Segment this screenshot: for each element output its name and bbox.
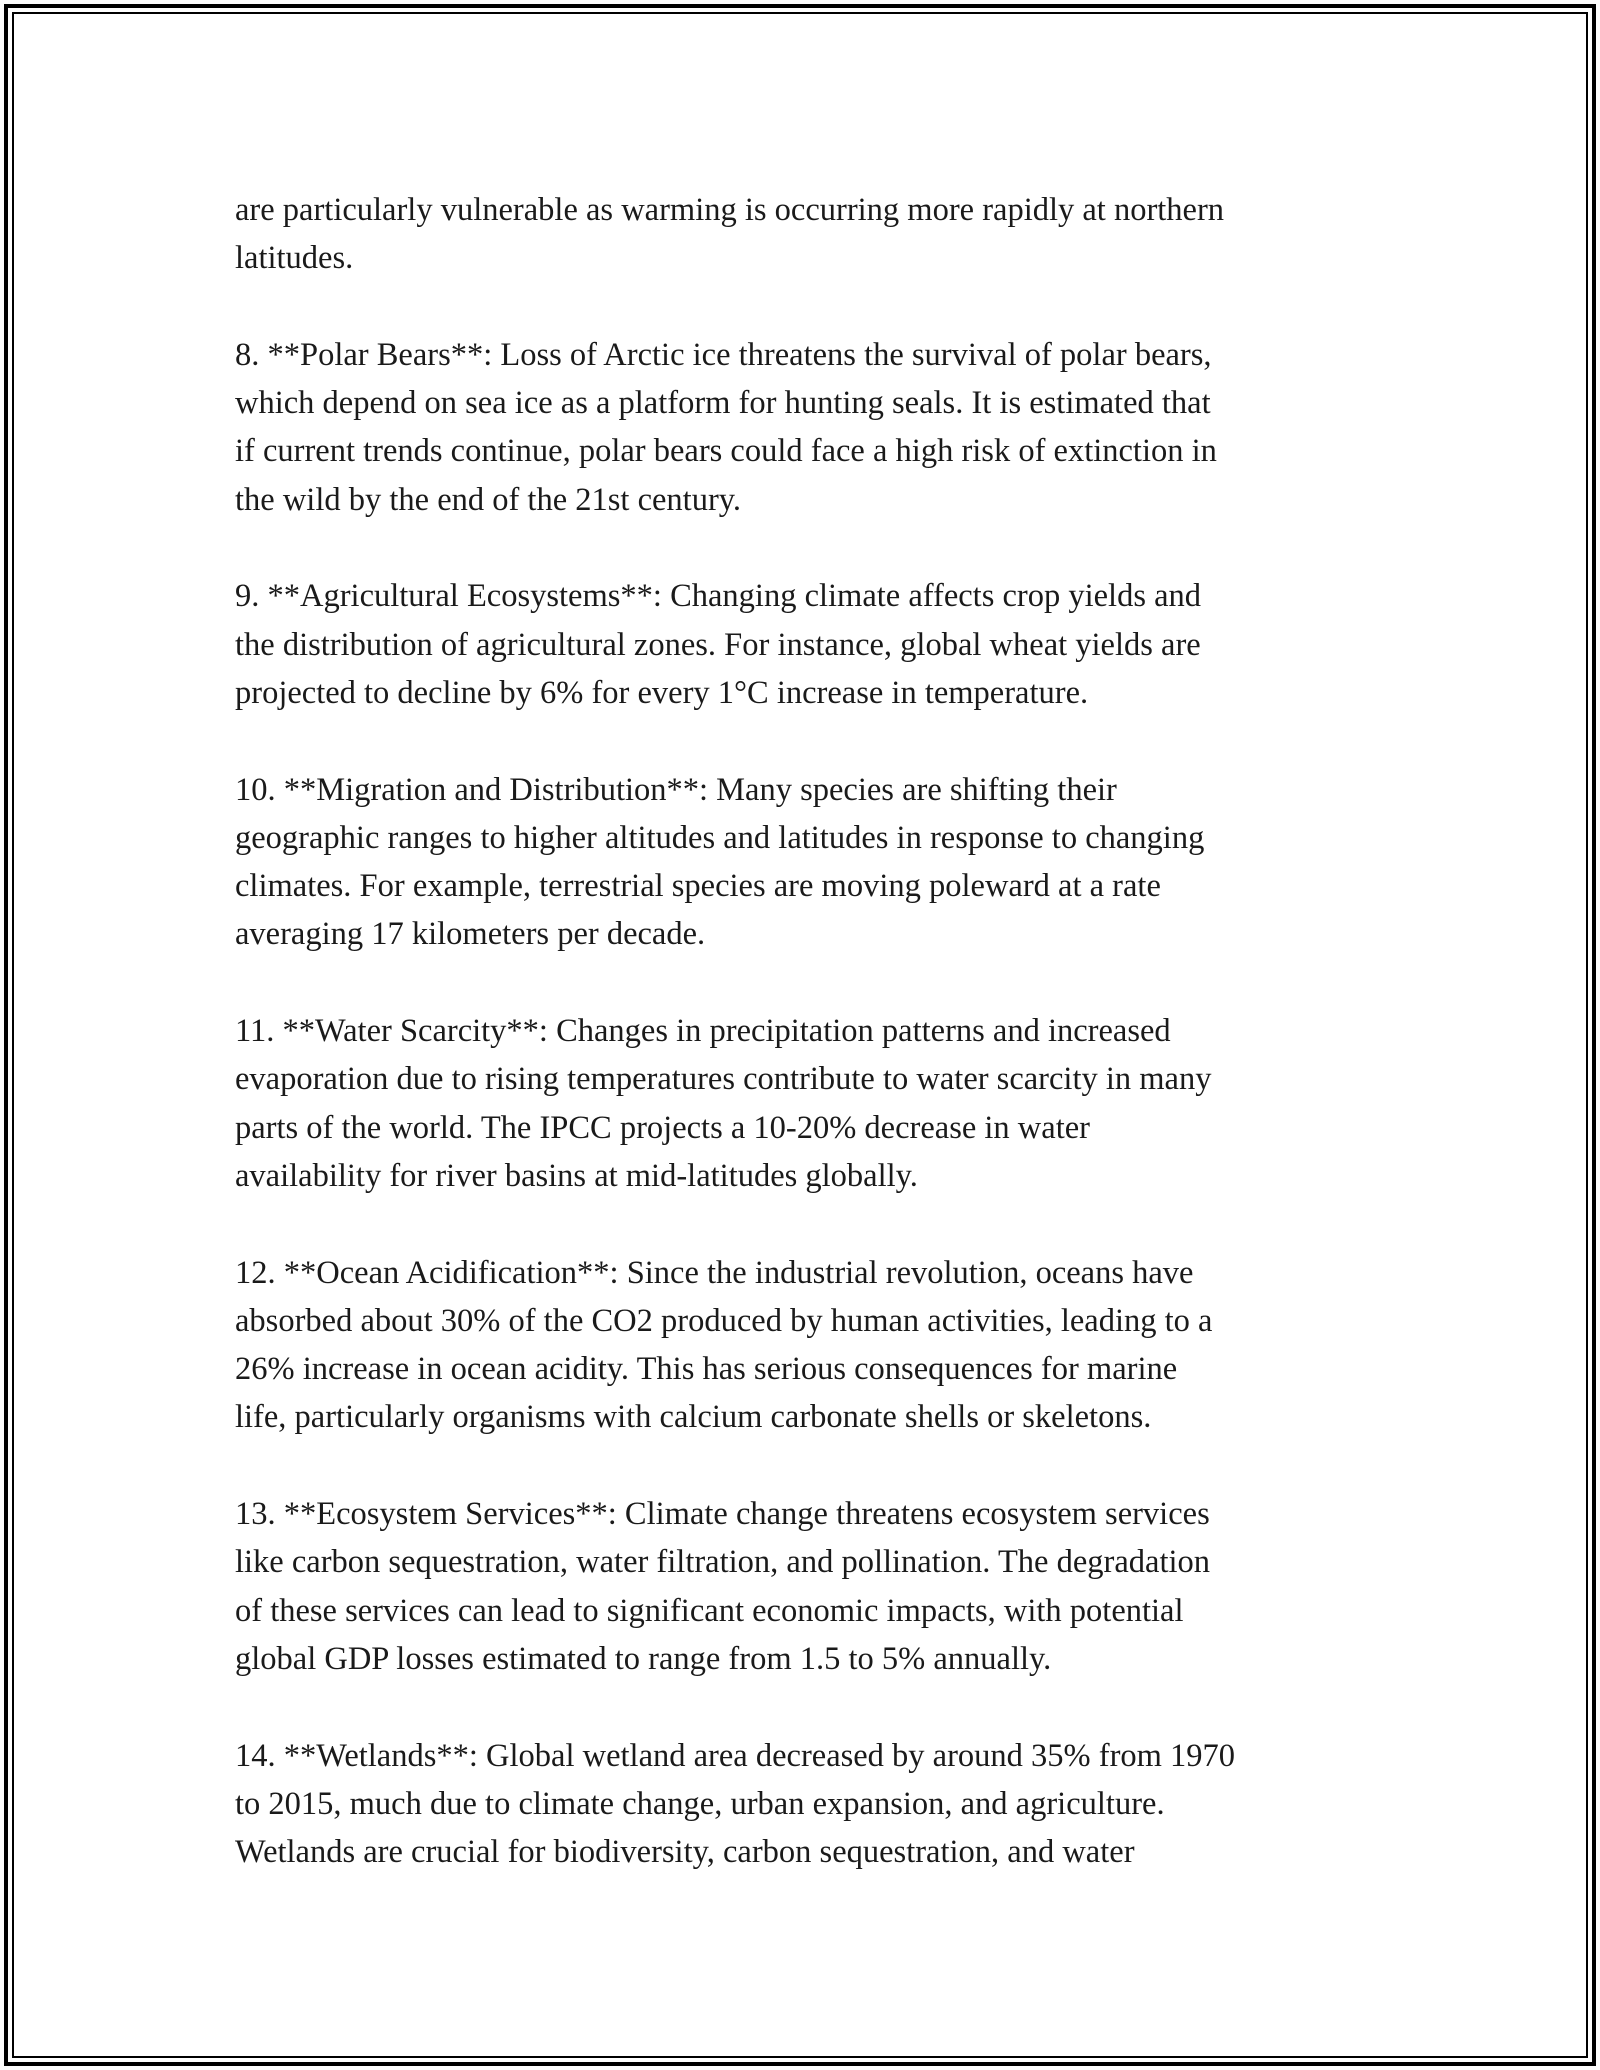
text-line: 13. **Ecosystem Services**: Climate change threatens ecosystem services bbox=[235, 1496, 1210, 1533]
text-line: 11. **Water Scarcity**: Changes in precipitation patterns and increased bbox=[235, 1013, 1171, 1050]
text-line: climates. For example, terrestrial species are moving poleward at a rate bbox=[235, 868, 1161, 905]
text-line: life, particularly organisms with calcium carbonate shells or skeletons. bbox=[235, 1399, 1152, 1436]
text-line: latitudes. bbox=[235, 240, 354, 277]
text-line: the wild by the end of the 21st century. bbox=[235, 481, 742, 518]
text-line: absorbed about 30% of the CO2 produced by human activities, leading to a bbox=[235, 1302, 1213, 1339]
paragraph-migration-distribution bbox=[235, 766, 1385, 959]
text-line: parts of the world. The IPCC projects a 10-20% decrease in water bbox=[235, 1109, 1090, 1146]
text-line: averaging 17 kilometers per decade. bbox=[235, 916, 706, 953]
paragraph-polar-bears bbox=[235, 331, 1385, 524]
text-line: 8. **Polar Bears**: Loss of Arctic ice threatens the survival of polar bears, bbox=[235, 336, 1212, 373]
text-line: to 2015, much due to climate change, urban expansion, and agriculture. bbox=[235, 1785, 1165, 1822]
text-line: evaporation due to rising temperatures contribute to water scarcity in many bbox=[235, 1061, 1212, 1098]
text-line: of these services can lead to significant economic impacts, with potential bbox=[235, 1592, 1184, 1629]
text-line: like carbon sequestration, water filtration, and pollination. The degradation bbox=[235, 1544, 1210, 1581]
text-line: the distribution of agricultural zones. For instance, global wheat yields are bbox=[235, 626, 1201, 663]
text-line: global GDP losses estimated to range from 1.5 to 5% annually. bbox=[235, 1640, 1052, 1677]
text-line: projected to decline by 6% for every 1°C increase in temperature. bbox=[235, 674, 1089, 711]
text-line: 12. **Ocean Acidification**: Since the industrial revolution, oceans have bbox=[235, 1254, 1194, 1291]
paragraph-agricultural-ecosystems bbox=[235, 572, 1385, 717]
text-line: 10. **Migration and Distribution**: Many species are shifting their bbox=[235, 771, 1117, 808]
text-line: 14. **Wetlands**: Global wetland area decreased by around 35% from 1970 bbox=[235, 1737, 1236, 1774]
paragraph-ecosystem-services bbox=[235, 1490, 1385, 1683]
text-line: availability for river basins at mid-latitudes globally. bbox=[235, 1157, 918, 1194]
text-line: 9. **Agricultural Ecosystems**: Changing climate affects crop yields and bbox=[235, 578, 1202, 615]
paragraph-water-scarcity bbox=[235, 1007, 1385, 1200]
text-line: Wetlands are crucial for biodiversity, carbon sequestration, and water bbox=[235, 1834, 1135, 1871]
paragraph-continuation bbox=[235, 186, 1385, 283]
text-line: if current trends continue, polar bears could face a high risk of extinction in bbox=[235, 433, 1217, 470]
paragraph-ocean-acidification bbox=[235, 1249, 1385, 1442]
text-line: 26% increase in ocean acidity. This has serious consequences for marine bbox=[235, 1351, 1178, 1388]
text-line: geographic ranges to higher altitudes and latitudes in response to changing bbox=[235, 819, 1205, 856]
text-line: are particularly vulnerable as warming is occurring more rapidly at northern bbox=[235, 192, 1225, 228]
paragraph-wetlands bbox=[235, 1732, 1385, 1877]
document-body bbox=[235, 186, 1385, 1925]
text-line: which depend on sea ice as a platform for hunting seals. It is estimated that bbox=[235, 385, 1211, 422]
